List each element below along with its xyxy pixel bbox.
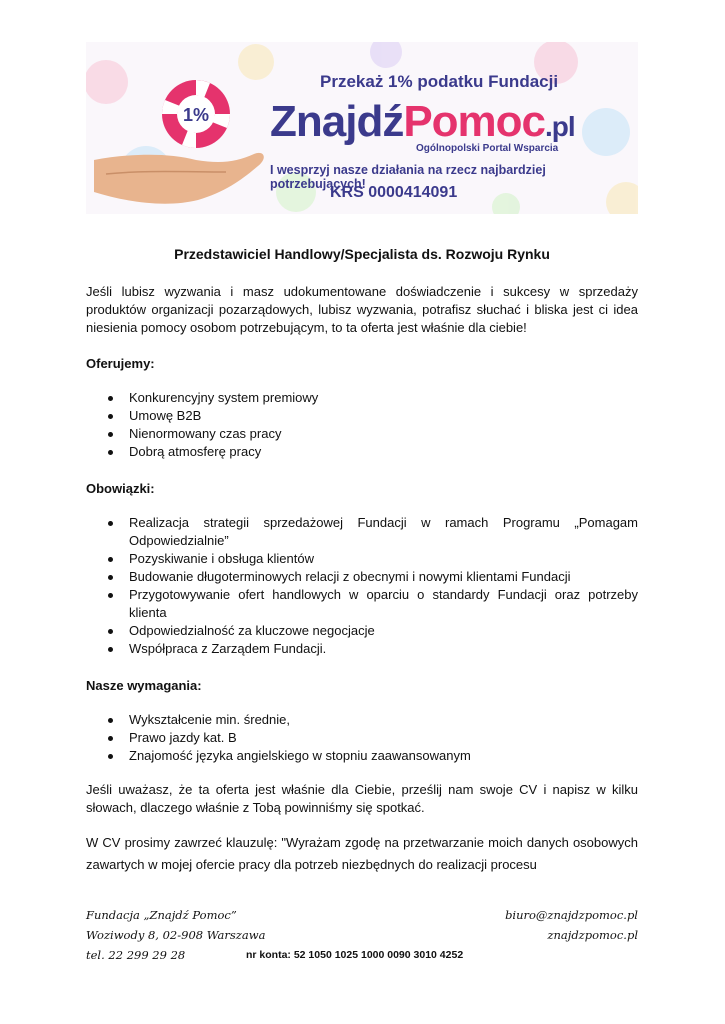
- banner-claim: I wesprzyj nasze działania na rzecz najbardziej potrzebujących!: [270, 163, 546, 191]
- list-item: Przygotowywanie ofert handlowych w oparciu o standardy Fundacji oraz potrzeby klienta: [86, 586, 638, 622]
- logo-part-1: Znajdź: [270, 97, 404, 146]
- list-item: Budowanie długoterminowych relacji z obecnymi i nowymi klientami Fundacji: [86, 568, 638, 586]
- list-item: Dobrą atmosferę pracy: [86, 443, 638, 461]
- banner-subtitle: Ogólnopolski Portal Wsparcia: [416, 143, 559, 154]
- footer-bank-account: nr konta: 52 1050 1025 1000 0090 3010 4252: [246, 949, 464, 961]
- logo-part-2: Pomoc: [403, 97, 546, 146]
- page-footer: [86, 908, 638, 968]
- fundraising-banner: [86, 42, 638, 214]
- list-item: Umowę B2B: [86, 407, 638, 425]
- footer-address: Woziwody 8, 02-908 Warszawa: [86, 928, 266, 942]
- offer-heading: Oferujemy:: [86, 356, 155, 371]
- closing-paragraph: Jeśli uważasz, że ta oferta jest właśnie dla Ciebie, prześlij nam swoje CV i napisz w kilku słowach, dlaczego właśnie z Tobą powinniśmy się spotkać.: [86, 782, 638, 815]
- duties-heading: Obowiązki:: [86, 481, 155, 496]
- list-item: Odpowiedzialność za kluczowe negocjacje: [86, 622, 638, 640]
- footer-org: Fundacja „Znajdź Pomoc”: [86, 908, 237, 922]
- list-item: Pozyskiwanie i obsługa klientów: [86, 550, 638, 568]
- footer-website[interactable]: znajdzpomoc.pl: [547, 928, 638, 942]
- krs-number: KRS 0000414091: [330, 184, 458, 201]
- list-item: Znajomość języka angielskiego w stopniu zaawansowanym: [86, 747, 638, 765]
- list-item: Współpraca z Zarządem Fundacji.: [86, 640, 638, 658]
- requirements-list: [86, 711, 638, 765]
- intro-paragraph: Jeśli lubisz wyzwania i masz udokumentowane doświadczenie i sukcesy w sprzedaży produktów organizacji pozarządowych, lubisz wyzwania, potrafisz słuchać i bliska jest ci idea niesienia pomocy osobom potrzebującym, to ta oferta jest właśnie dla ciebie!: [86, 284, 638, 335]
- offer-list: [86, 389, 638, 461]
- lifebuoy-icon: [158, 76, 234, 152]
- job-title: Przedstawiciel Handlowy/Specjalista ds. Rozwoju Rynku: [174, 246, 550, 262]
- list-item: Realizacja strategii sprzedażowej Fundacji w ramach Programu „Pomagam Odpowiedzialnie”: [86, 514, 638, 550]
- duties-list: [86, 514, 638, 658]
- list-item: Nienormowany czas pracy: [86, 425, 638, 443]
- footer-phone: tel. 22 299 29 28: [86, 948, 186, 962]
- list-item: Konkurencyjny system premiowy: [86, 389, 638, 407]
- footer-email[interactable]: biuro@znajdzpomoc.pl: [505, 908, 638, 922]
- requirements-heading: Nasze wymagania:: [86, 678, 202, 693]
- list-item: Prawo jazdy kat. B: [86, 729, 638, 747]
- list-item: Wykształcenie min. średnie,: [86, 711, 638, 729]
- buoy-label: 1%: [182, 105, 210, 125]
- logo-tld: .pl: [545, 111, 575, 142]
- clause-paragraph: W CV prosimy zawrzeć klauzulę: "Wyrażam zgodę na przetwarzanie moich danych osobowych zawartych w mojej ofercie pracy dla potrzeb niezbędnych do realizacji procesu: [86, 835, 638, 872]
- banner-headline: Przekaż 1% podatku Fundacji: [320, 72, 559, 91]
